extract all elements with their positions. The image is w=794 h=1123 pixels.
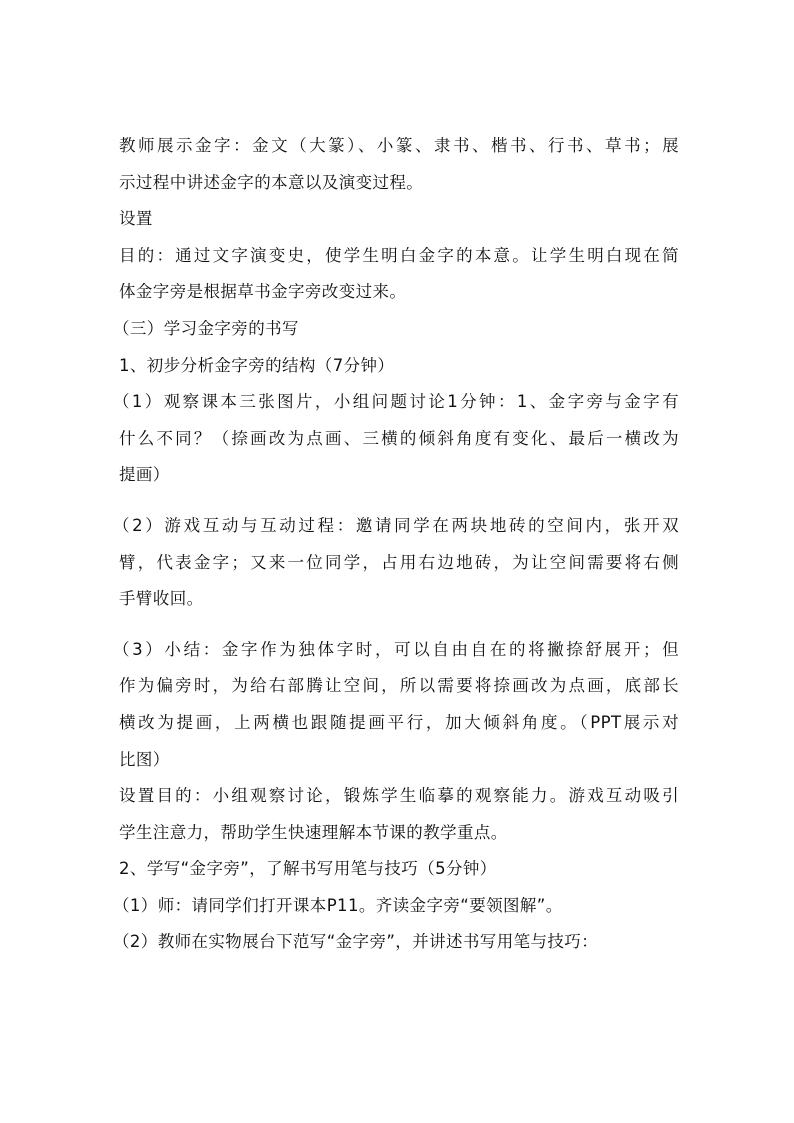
step-3-line-3: 横改为提画，上两横也跟随提画平行，加大倾斜角度。（PPT展示对	[119, 712, 679, 732]
paragraph-purpose-1-line-1: 目的：通过文字演变史，使学生明白金字的本意。让学生明白现在简	[119, 245, 679, 265]
document-body	[113, 128, 679, 961]
item-2-title: 2、学写“金字旁”，了解书写用笔与技巧（5分钟）	[119, 859, 497, 879]
step-2-line-2: 臂，代表金字；又来一位同学，占用右边地砖，为让空间需要将右侧	[119, 552, 679, 572]
paragraph-teacher-demo-line-1: 教师展示金字：金文（大篆）、小篆、隶书、楷书、行书、草书；展	[119, 136, 679, 155]
setting-label: 设置	[119, 209, 153, 229]
step-1-line-2: 什么不同？（捺画改为点画、三横的倾斜角度有变化、最后一横改为	[119, 428, 679, 448]
step-2-line-1: （2）游戏互动与互动过程：邀请同学在两块地砖的空间内，张开双	[113, 515, 679, 535]
item-1-title: 1、初步分析金字旁的结构（7分钟）	[119, 355, 395, 375]
paragraph-purpose-2-line-2: 学生注意力，帮助学生快速理解本节课的教学重点。	[119, 822, 508, 842]
section-3-title: （三）学习金字旁的书写	[113, 318, 299, 338]
step-3-line-4: 比图）	[119, 749, 170, 769]
step-4: （1）师：请同学们打开课本P11。齐读金字旁“要领图解”。	[113, 895, 563, 915]
step-1-line-1: （1）观察课本三张图片，小组问题讨论1分钟：1、金字旁与金字有	[113, 392, 679, 412]
step-5: （2）教师在实物展台下范写“金字旁”，并讲述书写用笔与技巧：	[113, 932, 599, 952]
step-3-line-2: 作为偏旁时，为给右部腾让空间，所以需要将捺画改为点画，底部长	[119, 676, 679, 696]
paragraph-purpose-1-line-2: 体金字旁是根据草书金字旁改变过来。	[119, 282, 407, 302]
step-3-line-1: （3）小结：金字作为独体字时，可以自由自在的将撇捺舒展开；但	[113, 639, 679, 659]
step-1-line-3: 提画）	[119, 465, 170, 485]
paragraph-teacher-demo-line-2: 示过程中讲述金字的本意以及演变过程。	[119, 172, 424, 192]
paragraph-purpose-2-line-1: 设置目的：小组观察讨论，锻炼学生临摹的观察能力。游戏互动吸引	[119, 786, 679, 806]
step-2-line-3: 手臂收回。	[119, 589, 204, 609]
